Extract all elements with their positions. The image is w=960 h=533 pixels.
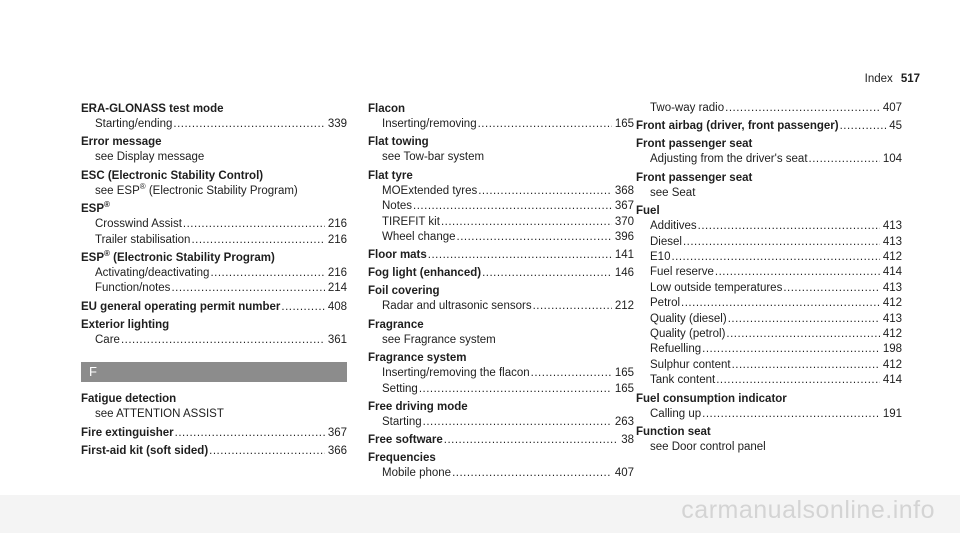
dot-leader <box>702 342 880 357</box>
index-entry <box>81 391 347 422</box>
sub-entry[interactable] <box>636 373 902 388</box>
page-ref[interactable]: 413 <box>882 281 902 294</box>
page-ref[interactable]: 413 <box>882 312 902 325</box>
sub-entry-label: Fuel reserve <box>650 266 714 279</box>
sub-entry[interactable] <box>636 219 902 234</box>
sub-entry[interactable] <box>636 358 902 373</box>
dot-leader <box>715 265 880 280</box>
dot-leader <box>732 358 880 373</box>
entry-title: ESP® <box>81 200 110 216</box>
index-entry <box>636 136 902 167</box>
entry-title: Exterior lighting <box>81 318 170 331</box>
index-entry <box>368 432 634 448</box>
sub-entry[interactable] <box>81 333 347 348</box>
sub-entry[interactable] <box>368 184 634 199</box>
sub-entry[interactable] <box>636 342 902 357</box>
page-ref[interactable]: 165 <box>614 367 634 380</box>
page-ref[interactable]: 368 <box>614 184 634 197</box>
index-entry <box>81 134 347 165</box>
page-ref[interactable]: 414 <box>882 266 902 279</box>
index-entry-row[interactable] <box>81 299 347 315</box>
page-ref[interactable]: 412 <box>882 297 902 310</box>
page-ref[interactable]: 216 <box>327 218 347 231</box>
entry-title: ESP® (Electronic Stability Program) <box>81 249 275 265</box>
entry-title: ESC (Electronic Stability Control) <box>81 169 264 182</box>
dot-leader <box>209 443 325 459</box>
page-ref[interactable]: 198 <box>882 343 902 356</box>
index-entry <box>636 118 902 134</box>
watermark: carmanualsonline.info <box>681 496 935 524</box>
page-ref[interactable]: 407 <box>882 102 902 114</box>
sub-entry-label: Crosswind Assist <box>95 218 182 231</box>
dot-leader <box>840 118 887 134</box>
sub-entry[interactable] <box>636 250 902 265</box>
index-entry <box>368 134 634 165</box>
entry-title: Floor mats <box>368 249 427 262</box>
sub-entry[interactable] <box>636 312 902 327</box>
index-entry <box>81 201 347 248</box>
sub-entry-label: E10 <box>650 251 671 264</box>
entry-title: Free software <box>368 434 443 447</box>
sub-entry[interactable] <box>636 327 902 342</box>
entry-title: First-aid kit (soft sided) <box>81 444 209 457</box>
sub-entry[interactable] <box>368 117 634 132</box>
page-ref[interactable]: 45 <box>889 120 902 133</box>
sub-entry-label: Notes <box>382 200 413 213</box>
dot-leader <box>444 432 618 448</box>
index-entry <box>636 391 902 422</box>
sub-entry[interactable] <box>636 101 902 116</box>
dot-leader <box>533 299 612 314</box>
dot-leader <box>428 247 612 263</box>
page-ref[interactable]: 366 <box>327 444 347 457</box>
page-ref[interactable]: 38 <box>621 434 634 447</box>
index-entry <box>81 168 347 199</box>
sub-entry[interactable] <box>81 117 347 132</box>
sub-entry[interactable] <box>636 235 902 250</box>
sub-entry-label: Care <box>95 333 120 346</box>
dot-leader <box>191 233 324 248</box>
cross-reference[interactable]: see Seat <box>650 186 696 199</box>
index-entry <box>368 265 634 281</box>
page-ref[interactable]: 165 <box>614 382 634 395</box>
dot-leader <box>809 152 880 167</box>
dot-leader <box>121 333 325 348</box>
page-ref[interactable]: 412 <box>882 358 902 371</box>
index-entry <box>81 317 347 348</box>
sub-entry-label: Calling up <box>650 407 702 420</box>
dot-leader <box>183 217 325 232</box>
index-entry-row[interactable] <box>368 247 634 263</box>
sub-entry-label: Adjusting from the driver's seat <box>650 153 808 166</box>
page-ref[interactable]: 367 <box>327 426 347 439</box>
sub-entry-label: Refuelling <box>650 343 702 356</box>
page-ref[interactable]: 413 <box>882 220 902 233</box>
sub-entry[interactable] <box>368 466 634 481</box>
index-entry <box>368 317 634 348</box>
dot-leader <box>531 366 612 381</box>
sub-entry-label: Quality (petrol) <box>650 328 726 341</box>
index-entry <box>81 101 347 132</box>
page-header <box>865 73 920 85</box>
dot-leader <box>726 327 879 342</box>
dot-leader <box>173 117 324 132</box>
index-entry <box>368 247 634 263</box>
cross-reference[interactable]: see ATTENTION ASSIST <box>95 408 224 421</box>
page-ref[interactable]: 412 <box>882 251 902 264</box>
dot-leader <box>419 382 612 397</box>
sub-entry[interactable] <box>368 230 634 245</box>
entry-title: Free driving mode <box>368 401 468 414</box>
sub-entry[interactable] <box>81 217 347 232</box>
page-ref[interactable]: 361 <box>327 333 347 346</box>
sub-entry-label: Inserting/removing <box>382 118 477 130</box>
entry-title: Error message <box>81 136 162 149</box>
sub-entry-label: Starting <box>382 416 422 429</box>
index-entry <box>368 283 634 314</box>
entry-title: Frequencies <box>368 452 436 465</box>
entry-title: Fuel consumption indicator <box>636 392 787 405</box>
page-ref[interactable]: 104 <box>882 153 902 166</box>
sub-entry-label: Radar and ultrasonic sensors <box>382 300 532 313</box>
dot-leader <box>783 281 879 296</box>
entry-title: Flat towing <box>368 136 429 149</box>
sub-entry-label: Additives <box>650 220 697 233</box>
cross-reference[interactable]: see Display message <box>95 151 205 164</box>
index-entry-row[interactable] <box>81 425 347 441</box>
sub-entry-label: Diesel <box>650 235 682 248</box>
dot-leader <box>702 407 880 422</box>
page-ref[interactable]: 408 <box>327 300 347 313</box>
page-ref[interactable]: 412 <box>882 328 902 341</box>
index-entry <box>368 399 634 430</box>
entry-title: Fire extinguisher <box>81 426 174 439</box>
index-entry-row[interactable] <box>636 118 902 134</box>
index-column-1 <box>81 101 347 461</box>
entry-title: Front passenger seat <box>636 171 753 184</box>
index-entry <box>636 424 902 455</box>
entry-title: Fatigue detection <box>81 393 177 406</box>
section-header: F <box>81 362 347 382</box>
cross-reference[interactable]: see ESP® (Electronic Stability Program) <box>95 181 298 197</box>
dot-leader <box>281 299 324 315</box>
index-entry-row[interactable] <box>81 443 347 459</box>
page-ref[interactable]: 367 <box>614 200 634 213</box>
dot-leader <box>210 266 324 281</box>
entry-title: ERA-GLONASS test mode <box>81 103 224 115</box>
entry-title: Flacon <box>368 103 406 115</box>
page-ref[interactable]: 191 <box>882 407 902 420</box>
entry-title: EU general operating permit number <box>81 300 281 313</box>
index-entry <box>368 350 634 397</box>
cross-reference[interactable]: see Door control panel <box>650 441 766 454</box>
dot-leader <box>457 230 612 245</box>
page-ref[interactable]: 216 <box>327 233 347 246</box>
dot-leader <box>478 117 612 132</box>
sub-entry[interactable] <box>636 265 902 280</box>
sub-entry[interactable] <box>81 233 347 248</box>
page-ref[interactable]: 214 <box>327 282 347 295</box>
sub-entry-label: Setting <box>382 382 418 395</box>
entry-title: Fuel <box>636 205 660 218</box>
page-ref[interactable]: 146 <box>614 267 634 280</box>
dot-leader <box>482 265 612 281</box>
sub-entry-label: Quality (diesel) <box>650 312 727 325</box>
index-entry <box>81 250 347 297</box>
index-entry <box>636 101 902 116</box>
cross-reference[interactable]: see Fragrance system <box>382 333 496 346</box>
index-entry-row[interactable] <box>368 265 634 281</box>
page-ref[interactable]: 396 <box>614 231 634 244</box>
page-ref[interactable]: 263 <box>614 416 634 429</box>
entry-title: Fragrance system <box>368 352 467 365</box>
index-entry <box>368 168 634 246</box>
entry-title: Fragrance <box>368 318 424 331</box>
dot-leader <box>413 199 612 214</box>
sub-entry[interactable] <box>636 407 902 422</box>
sub-entry-label: Two-way radio <box>650 102 725 114</box>
sub-entry-label: Tank content <box>650 374 716 387</box>
dot-leader <box>478 184 612 199</box>
dot-leader <box>175 425 325 441</box>
index-entry <box>636 170 902 201</box>
footer-bar <box>0 495 960 533</box>
sub-entry[interactable] <box>368 199 634 214</box>
sub-entry[interactable] <box>636 152 902 167</box>
page-ref[interactable]: 370 <box>614 215 634 228</box>
dot-leader <box>671 250 879 265</box>
sub-entry-label: Low outside temperatures <box>650 281 783 294</box>
page-ref[interactable]: 339 <box>327 118 347 130</box>
page-ref[interactable]: 212 <box>614 300 634 313</box>
entry-title: Fog light (enhanced) <box>368 267 482 280</box>
dot-leader <box>423 415 612 430</box>
sub-entry[interactable] <box>368 366 634 381</box>
dot-leader <box>441 215 612 230</box>
index-entry <box>81 425 347 441</box>
sub-entry-label: MOExtended tyres <box>382 184 478 197</box>
section-label: Index <box>864 73 893 85</box>
sub-entry[interactable] <box>368 382 634 397</box>
index-entry <box>81 443 347 459</box>
page-ref[interactable]: 414 <box>882 374 902 387</box>
sub-entry[interactable] <box>636 281 902 296</box>
cross-reference[interactable]: see Tow-bar system <box>382 151 485 164</box>
dot-leader <box>716 373 880 388</box>
entry-title: Front airbag (driver, front passenger) <box>636 120 839 133</box>
dot-leader <box>728 312 880 327</box>
dot-leader <box>683 235 880 250</box>
index-entry <box>368 101 634 132</box>
dot-leader <box>171 281 324 296</box>
index-entry <box>368 450 634 481</box>
sub-entry-label: Mobile phone <box>382 467 452 480</box>
sub-entry[interactable] <box>81 266 347 281</box>
index-entry <box>636 203 902 388</box>
sub-entry-label: Sulphur content <box>650 358 731 371</box>
index-entry <box>81 299 347 315</box>
sub-entry-label: Function/notes <box>95 282 171 295</box>
dot-leader <box>698 219 880 234</box>
entry-title: Front passenger seat <box>636 138 753 151</box>
entry-title: Function seat <box>636 426 711 439</box>
page-ref[interactable]: 216 <box>327 267 347 280</box>
entry-title: Foil covering <box>368 285 440 298</box>
sub-entry[interactable] <box>636 296 902 311</box>
sub-entry-label: Starting/ending <box>95 118 173 130</box>
sub-entry-label: Activating/deactivating <box>95 267 210 280</box>
sub-entry-label: TIREFIT kit <box>382 215 440 228</box>
page-ref[interactable]: 165 <box>614 118 634 130</box>
sub-entry-label: Petrol <box>650 297 681 310</box>
index-column-3 <box>636 101 902 458</box>
sub-entry-label: Wheel change <box>382 231 456 244</box>
dot-leader <box>452 466 612 481</box>
sub-entry[interactable] <box>368 415 634 430</box>
sub-entry[interactable] <box>368 215 634 230</box>
index-entry-row[interactable] <box>368 432 634 448</box>
dot-leader <box>725 101 880 116</box>
page-ref[interactable]: 141 <box>614 249 634 262</box>
page-ref[interactable]: 413 <box>882 235 902 248</box>
page-ref[interactable]: 407 <box>614 467 634 480</box>
dot-leader <box>681 296 880 311</box>
index-column-2 <box>368 101 634 484</box>
sub-entry[interactable] <box>368 299 634 314</box>
entry-title: Flat tyre <box>368 169 413 182</box>
sub-entry[interactable] <box>81 281 347 296</box>
sub-entry-label: Trailer stabilisation <box>95 233 191 246</box>
sub-entry-label: Inserting/removing the flacon <box>382 367 530 380</box>
page-number: 517 <box>900 73 920 85</box>
